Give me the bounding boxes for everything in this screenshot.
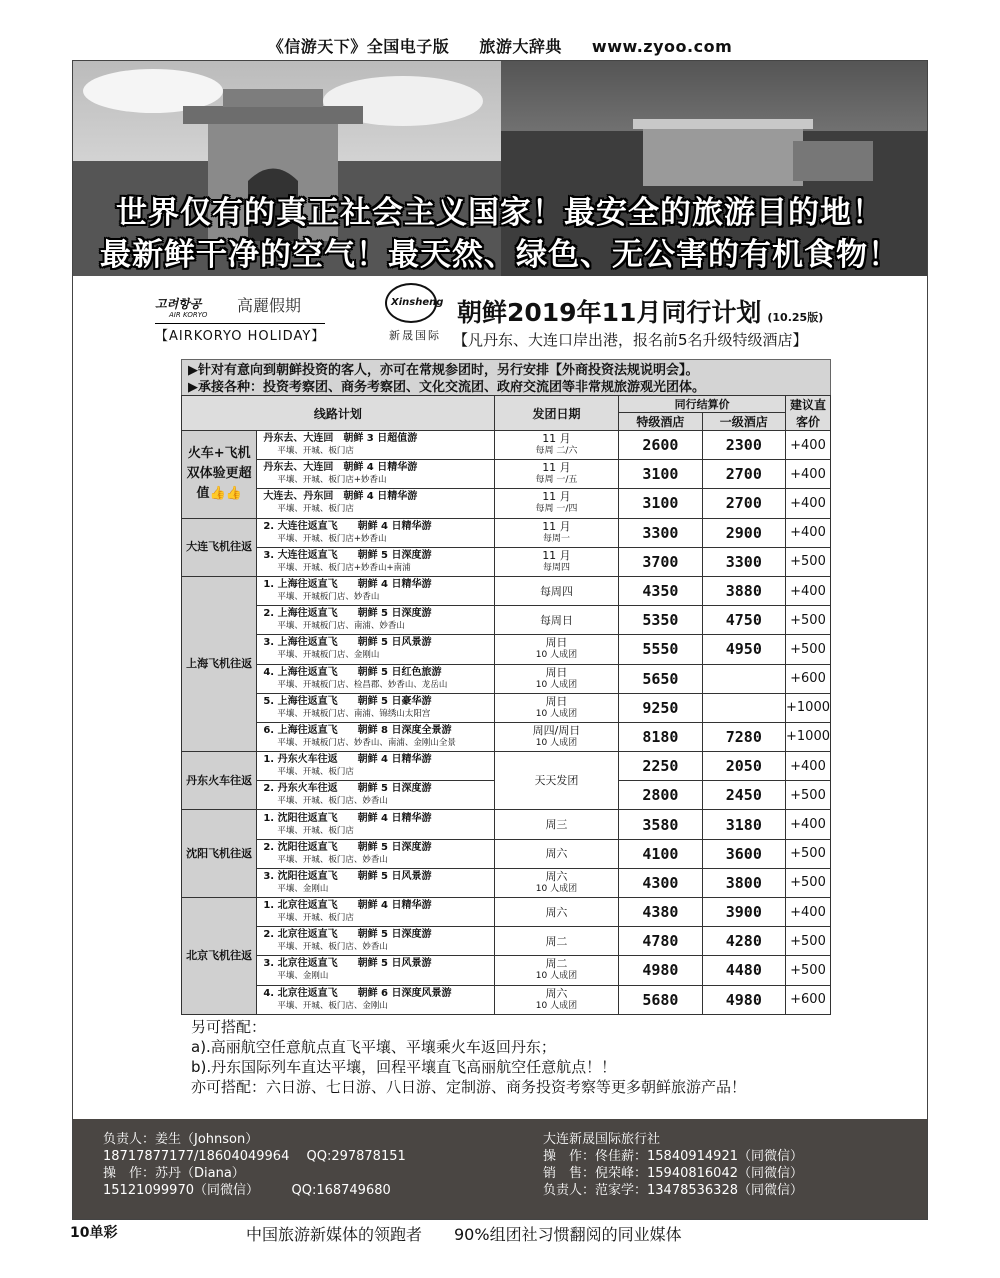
- price-suggest: +600: [786, 664, 831, 693]
- date-main: 周六: [545, 905, 568, 919]
- price-first-hotel: 3180: [702, 810, 785, 839]
- route-stops: 平壤、开城、板门店+妙香山: [277, 475, 387, 486]
- price-suggest: +500: [786, 956, 831, 985]
- date-cell: [494, 576, 619, 605]
- price-first-hotel: 2700: [702, 460, 785, 489]
- price-special-hotel: 2800: [619, 781, 702, 810]
- date-main: 周二: [545, 957, 568, 971]
- route-stops: 平壤、开城、板门店、妙香山: [277, 942, 388, 953]
- header-suggest: 建议直客价: [786, 396, 831, 431]
- route-cell: [257, 868, 494, 897]
- route-stops: 平壤、开城、板门店+妙香山: [277, 533, 387, 544]
- route-stops: 平壤、开城、板门店、妙香山: [277, 854, 388, 865]
- date-note: 10 人成团: [535, 1000, 578, 1011]
- route-group: 丹东火车往返: [182, 752, 257, 810]
- table-row: [182, 868, 831, 897]
- date-note: 10 人成团: [535, 650, 578, 661]
- route-name: 3. 沈阳往返直飞 朝鲜 5 日风景游: [263, 870, 432, 882]
- route-name: 1. 丹东火车往返 朝鲜 4 日精华游: [263, 754, 432, 766]
- price-first-hotel: [702, 664, 785, 693]
- route-cell: [257, 985, 494, 1014]
- route-stops: 平壤、开城、板门店、金刚山: [277, 1000, 388, 1011]
- agency-name: 大连新晟国际旅行社: [543, 1132, 661, 1147]
- price-special-hotel: 9250: [619, 693, 702, 722]
- route-cell: [257, 460, 494, 489]
- price-first-hotel: 4480: [702, 956, 785, 985]
- price-special-hotel: 2250: [619, 752, 702, 781]
- header-settle: 同行结算价: [619, 396, 786, 413]
- table-row: [182, 518, 831, 547]
- airkoryo-english: AIR KORYO: [169, 311, 208, 319]
- route-group: 火车+飞机双体验更超值👍👍: [182, 431, 257, 519]
- route-stops: 平壤、开城板门店、妙香山: [277, 592, 380, 603]
- date-main: 周日: [545, 636, 568, 650]
- dictionary-name: 旅游大辞典: [479, 37, 562, 56]
- price-special-hotel: 3100: [619, 460, 702, 489]
- price-suggest: +400: [786, 576, 831, 605]
- date-main: 周六: [545, 986, 568, 1000]
- date-cell: [494, 606, 619, 635]
- plan-subtitle: 【凡丹东、大连口岸出港，报名前5名升级特级酒店】: [453, 331, 808, 349]
- date-main: 周六: [545, 869, 568, 883]
- price-special-hotel: 3580: [619, 810, 702, 839]
- price-suggest: +400: [786, 810, 831, 839]
- date-cell: [494, 431, 619, 460]
- price-suggest: +500: [786, 635, 831, 664]
- date-cell: [494, 898, 619, 927]
- price-first-hotel: 2900: [702, 518, 785, 547]
- date-main: 周日: [545, 694, 568, 708]
- date-main: 11 月: [542, 519, 571, 533]
- banner-photo: [73, 61, 927, 276]
- plan-version: (10.25版): [767, 311, 824, 324]
- airkoryo-logo: [155, 289, 345, 349]
- price-first-hotel: 7280: [702, 722, 785, 751]
- price-suggest: +400: [786, 431, 831, 460]
- route-name: 3. 北京往返直飞 朝鲜 5 日风景游: [263, 958, 432, 970]
- date-cell: [494, 839, 619, 868]
- contact-line: 操 作：佟佳薪：15840914921（同微信）: [543, 1149, 803, 1164]
- date-cell: [494, 547, 619, 576]
- price-special-hotel: 4350: [619, 576, 702, 605]
- contact-line: 18717877177/18604049964 QQ:297878151: [103, 1149, 406, 1164]
- route-name: 1. 北京往返直飞 朝鲜 4 日精华游: [263, 900, 432, 912]
- price-special-hotel: 2600: [619, 431, 702, 460]
- route-group: 北京飞机往返: [182, 898, 257, 1015]
- table-row: [182, 547, 831, 576]
- price-first-hotel: 2450: [702, 781, 785, 810]
- date-main: 周二: [545, 934, 568, 948]
- price-suggest: +500: [786, 839, 831, 868]
- extra-line: 另可搭配：: [191, 1018, 267, 1036]
- price-first-hotel: 4280: [702, 927, 785, 956]
- route-name: 2. 沈阳往返直飞 朝鲜 5 日深度游: [263, 841, 432, 853]
- date-main: 天天发团: [534, 774, 579, 788]
- airkoryo-korean: 고려항공: [155, 297, 202, 311]
- route-name: 2. 丹东火车往返 朝鲜 5 日深度游: [263, 783, 432, 795]
- price-suggest: +1000: [786, 693, 831, 722]
- date-cell: [494, 518, 619, 547]
- price-suggest: +500: [786, 781, 831, 810]
- table-row: [182, 606, 831, 635]
- header-route: 线路计划: [182, 396, 495, 431]
- date-note: 每周 一/五: [535, 475, 578, 486]
- price-first-hotel: 2050: [702, 752, 785, 781]
- date-note: 10 人成团: [535, 708, 578, 719]
- route-name: 丹东去、大连回 朝鲜 4 日精华游: [263, 462, 418, 474]
- route-cell: [257, 606, 494, 635]
- price-special-hotel: 3700: [619, 547, 702, 576]
- date-note: 每周一: [542, 533, 570, 544]
- route-cell: [257, 898, 494, 927]
- route-name: 6. 上海往返直飞 朝鲜 8 日深度全景游: [263, 724, 452, 736]
- price-first-hotel: 2300: [702, 431, 785, 460]
- slogan-line-2: 最新鲜干净的空气！最天然、绿色、无公害的有机食物！: [100, 237, 900, 273]
- price-first-hotel: 2700: [702, 489, 785, 518]
- route-stops: 平壤、开城板门店、南浦、锦绣山太阳宫: [277, 708, 431, 719]
- date-note: 每周 一/四: [535, 504, 578, 515]
- date-main: 周日: [545, 665, 568, 679]
- price-suggest: +400: [786, 898, 831, 927]
- price-suggest: +500: [786, 868, 831, 897]
- price-special-hotel: 4100: [619, 839, 702, 868]
- price-first-hotel: 3600: [702, 839, 785, 868]
- date-cell: [494, 868, 619, 897]
- price-special-hotel: 4300: [619, 868, 702, 897]
- route-stops: 平壤、开城、板门店、妙香山: [277, 796, 388, 807]
- route-stops: 平壤、开城、板门店: [277, 825, 354, 836]
- table-row: [182, 810, 831, 839]
- price-suggest: +500: [786, 547, 831, 576]
- route-stops: 平壤、开城、板门店+妙香山+南浦: [277, 562, 411, 573]
- slogan-line-1: 世界仅有的真正社会主义国家！最安全的旅游目的地！: [116, 195, 884, 231]
- date-main: 11 月: [542, 461, 571, 475]
- price-table: [181, 395, 831, 1015]
- route-name: 丹东去、大连回 朝鲜 3 日超值游: [263, 433, 418, 445]
- table-row: [182, 431, 831, 460]
- route-stops: 平壤、金刚山: [277, 971, 329, 982]
- route-name: 1. 沈阳往返直飞 朝鲜 4 日精华游: [263, 812, 432, 824]
- contact-line: 操 作：苏丹（Diana）: [103, 1166, 245, 1181]
- price-suggest: +400: [786, 489, 831, 518]
- route-name: 3. 上海往返直飞 朝鲜 5 日风景游: [263, 637, 432, 649]
- route-group: 大连飞机往返: [182, 518, 257, 576]
- date-cell: [494, 489, 619, 518]
- website[interactable]: www.zyoo.com: [591, 37, 733, 56]
- route-cell: [257, 693, 494, 722]
- airkoryo-holiday: 【AIRKORYO HOLIDAY】: [155, 323, 325, 344]
- price-first-hotel: 3300: [702, 547, 785, 576]
- route-group: 上海飞机往返: [182, 576, 257, 751]
- route-cell: [257, 489, 494, 518]
- price-table-body: [182, 431, 831, 1015]
- route-cell: [257, 518, 494, 547]
- route-group: 沈阳飞机往返: [182, 810, 257, 898]
- route-name: 2. 北京往返直飞 朝鲜 5 日深度游: [263, 929, 432, 941]
- route-name: 2. 上海往返直飞 朝鲜 5 日深度游: [263, 608, 432, 620]
- date-note: 10 人成团: [535, 737, 578, 748]
- table-row: [182, 839, 831, 868]
- date-note: 每周 二/六: [535, 446, 578, 457]
- contacts-right: [543, 1131, 803, 1199]
- table-row: [182, 576, 831, 605]
- route-cell: [257, 547, 494, 576]
- date-cell: [494, 927, 619, 956]
- price-suggest: +400: [786, 460, 831, 489]
- price-first-hotel: 3900: [702, 898, 785, 927]
- price-special-hotel: 5550: [619, 635, 702, 664]
- route-name: 大连去、丹东回 朝鲜 4 日精华游: [263, 491, 418, 503]
- date-note: 10 人成团: [535, 883, 578, 894]
- table-row: [182, 693, 831, 722]
- table-row: [182, 664, 831, 693]
- route-cell: [257, 752, 494, 781]
- contact-line: 15121099970（同微信） QQ:168749680: [103, 1183, 391, 1198]
- table-row: [182, 956, 831, 985]
- route-cell: [257, 927, 494, 956]
- price-special-hotel: 5650: [619, 664, 702, 693]
- xinsheng-en: Xinsheng: [391, 297, 444, 308]
- extra-line: 亦可搭配：六日游、七日游、八日游、定制游、商务投资考察等更多朝鲜旅游产品！: [191, 1078, 747, 1096]
- price-special-hotel: 4380: [619, 898, 702, 927]
- price-suggest: +400: [786, 518, 831, 547]
- date-cell: [494, 693, 619, 722]
- date-cell: [494, 985, 619, 1014]
- route-cell: [257, 781, 494, 810]
- date-main: 11 月: [542, 432, 571, 446]
- price-suggest: +500: [786, 606, 831, 635]
- route-name: 4. 北京往返直飞 朝鲜 6 日深度风景游: [263, 987, 452, 999]
- route-name: 1. 上海往返直飞 朝鲜 4 日精华游: [263, 579, 432, 591]
- price-suggest: +500: [786, 927, 831, 956]
- extra-options: [191, 1017, 746, 1097]
- date-note: 10 人成团: [535, 971, 578, 982]
- route-cell: [257, 664, 494, 693]
- contact-line: 负责人：范家学：13478536328（同微信）: [543, 1183, 803, 1198]
- route-cell: [257, 576, 494, 605]
- contact-footer: [73, 1119, 927, 1219]
- price-first-hotel: 4980: [702, 985, 785, 1014]
- date-main: 每周日: [539, 613, 573, 627]
- route-cell: [257, 722, 494, 751]
- route-cell: [257, 431, 494, 460]
- route-cell: [257, 956, 494, 985]
- date-cell: [494, 722, 619, 751]
- route-name: 4. 上海往返直飞 朝鲜 5 日红色旅游: [263, 666, 442, 678]
- price-special-hotel: 5350: [619, 606, 702, 635]
- price-special-hotel: 4980: [619, 956, 702, 985]
- note-2: ▶承接各种：投资考察团、商务考察团、文化交流团、政府交流团等非常规旅游观光团体。: [188, 380, 705, 395]
- route-cell: [257, 810, 494, 839]
- date-note: 每周四: [542, 562, 570, 573]
- extra-line: a).高丽航空任意航点直飞平壤、平壤乘火车返回丹东；: [191, 1038, 556, 1056]
- price-suggest: +400: [786, 752, 831, 781]
- price-special-hotel: 3100: [619, 489, 702, 518]
- route-cell: [257, 839, 494, 868]
- date-cell: [494, 460, 619, 489]
- date-main: 周四/周日: [532, 723, 581, 737]
- table-row: [182, 460, 831, 489]
- price-first-hotel: 4950: [702, 635, 785, 664]
- advert-sheet: [72, 60, 928, 1220]
- plan-title: [457, 293, 823, 329]
- table-row: [182, 752, 831, 781]
- price-special-hotel: 5680: [619, 985, 702, 1014]
- tagline: 中国旅游新媒体的领跑者 90%组团社习惯翻阅的同业媒体: [246, 1225, 682, 1244]
- date-main: 每周四: [539, 584, 573, 598]
- route-name: 2. 大连往返直飞 朝鲜 4 日精华游: [263, 520, 432, 532]
- price-first-hotel: 4750: [702, 606, 785, 635]
- magazine-name: 《信游天下》全国电子版: [267, 37, 450, 56]
- table-row: [182, 898, 831, 927]
- date-cell: [494, 810, 619, 839]
- table-row: [182, 927, 831, 956]
- table-row: [182, 635, 831, 664]
- route-stops: 平壤、开城、板门店: [277, 767, 354, 778]
- price-suggest: +600: [786, 985, 831, 1014]
- header-date: 发团日期: [494, 396, 619, 431]
- date-main: 周三: [545, 818, 568, 832]
- xinsheng-cn: 新晟国际: [389, 329, 441, 342]
- price-first-hotel: 3880: [702, 576, 785, 605]
- price-first-hotel: 3800: [702, 868, 785, 897]
- xinsheng-logo: [375, 283, 445, 347]
- date-cell: [494, 635, 619, 664]
- date-cell: [494, 664, 619, 693]
- price-special-hotel: 8180: [619, 722, 702, 751]
- date-note: 10 人成团: [535, 679, 578, 690]
- date-main: 周六: [545, 847, 568, 861]
- table-row: [182, 722, 831, 751]
- route-stops: 平壤、开城板门店、金刚山: [277, 650, 380, 661]
- route-name: 5. 上海往返直飞 朝鲜 5 日豪华游: [263, 695, 432, 707]
- route-stops: 平壤、开城板门店、检昌郡、妙香山、龙岳山: [277, 679, 448, 690]
- date-main: 11 月: [542, 548, 571, 562]
- route-stops: 平壤、开城、板门店: [277, 446, 354, 457]
- plan-title-main: 朝鲜2019年11月同行计划: [457, 298, 762, 327]
- price-suggest: +1000: [786, 722, 831, 751]
- extra-line: b).丹东国际列车直达平壤，回程平壤直飞高丽航空任意航点！！: [191, 1058, 617, 1076]
- route-stops: 平壤、金刚山: [277, 883, 329, 894]
- header-special-hotel: 特级酒店: [619, 413, 702, 431]
- route-stops: 平壤、开城、板门店: [277, 913, 354, 924]
- koryo-holiday-cn: 高麗假期: [237, 296, 302, 315]
- notes-box: [181, 359, 831, 399]
- price-first-hotel: [702, 693, 785, 722]
- date-main: 11 月: [542, 490, 571, 504]
- table-row: [182, 489, 831, 518]
- page-number: 10单彩: [70, 1225, 118, 1241]
- price-special-hotel: 4780: [619, 927, 702, 956]
- contacts-left: [103, 1131, 406, 1199]
- route-stops: 平壤、开城、板门店: [277, 504, 354, 515]
- route-name: 3. 大连往返直飞 朝鲜 5 日深度游: [263, 549, 432, 561]
- date-cell: [494, 956, 619, 985]
- route-cell: [257, 635, 494, 664]
- table-row: [182, 985, 831, 1014]
- date-cell: [494, 752, 619, 810]
- header-first-hotel: 一级酒店: [702, 413, 785, 431]
- page-header: [0, 34, 1000, 57]
- note-1: ▶针对有意向到朝鲜投资的客人，亦可在常规参团时，另行安排【外商投资法规说明会】。: [188, 363, 699, 378]
- route-stops: 平壤、开城板门店、妙香山、南浦、金刚山全景: [277, 737, 456, 748]
- route-stops: 平壤、开城板门店、南浦、妙香山: [277, 621, 405, 632]
- price-special-hotel: 3300: [619, 518, 702, 547]
- contact-line: 销 售：倪荣峰：15940816042（同微信）: [543, 1166, 803, 1181]
- contact-line: 负责人：姜生（Johnson）: [103, 1132, 259, 1147]
